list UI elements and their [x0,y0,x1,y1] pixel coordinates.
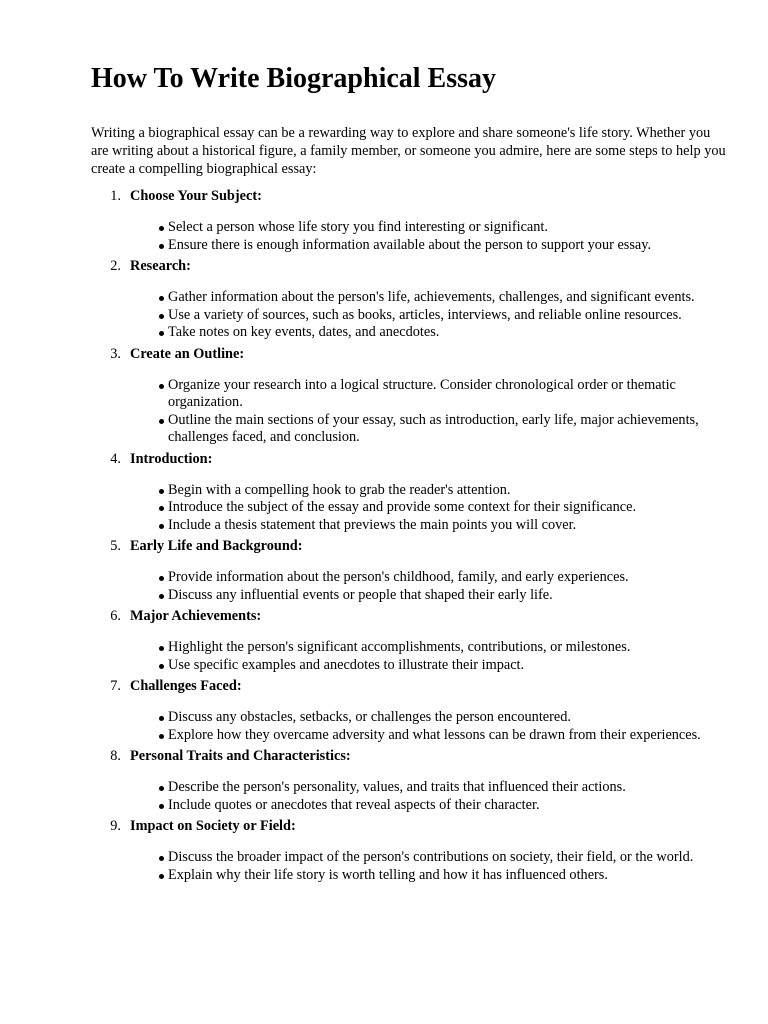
bullet-text: Describe the person's personality, values, and traits that influenced their actions. [168,779,626,795]
step-item [91,184,728,254]
bullet-text: Use specific examples and anecdotes to illustrate their impact. [168,656,525,673]
bullet-list [91,569,728,604]
bullet-dot-icon [159,489,164,494]
bullet-dot-icon [159,244,164,249]
bullet-list [91,849,728,884]
bullet-item [91,657,728,675]
bullet-list [91,482,728,535]
step-number: 6. [110,608,121,624]
step-item [91,744,728,814]
bullet-text: Begin with a compelling hook to grab the reader's attention. [168,481,511,498]
bullet-list [91,779,728,814]
bullet-item [91,412,728,447]
bullet-dot-icon [159,524,164,529]
bullet-list [91,289,728,342]
step-item [91,342,728,447]
bullet-item [91,867,728,885]
step-title: Early Life and Background: [130,538,303,554]
intro-paragraph: Writing a biographical essay can be a rewarding way to explore and share someone's life story. Whether you are writing about a historical figure, a family member, or someone you admire, here are some steps to help you create a compelling biographical essay: [91,125,726,177]
bullet-dot-icon [159,506,164,511]
bullet-list [91,709,728,744]
step-title: Impact on Society or Field: [130,818,296,834]
bullet-dot-icon [159,419,164,424]
bullet-text: Discuss the broader impact of the person's contributions on society, their field, or the world. [168,849,694,865]
bullet-dot-icon [159,384,164,389]
step-heading [91,342,728,363]
bullet-item [91,849,728,867]
step-number: 7. [110,678,121,694]
bullet-text: Discuss any obstacles, setbacks, or challenges the person encountered. [168,709,571,725]
step-heading [91,814,728,835]
bullet-dot-icon [159,314,164,319]
step-heading [91,534,728,555]
bullet-text: Explore how they overcame adversity and what lessons can be drawn from their experiences. [168,726,701,743]
step-heading [91,604,728,625]
bullet-item [91,517,728,535]
bullet-text: Outline the main sections of your essay, such as introduction, early life, major achievements, challenges faced, and conclusion. [168,411,699,445]
step-number: 3. [110,345,121,362]
steps-list [91,184,728,884]
step-title: Challenges Faced: [130,678,242,694]
bullet-text: Introduce the subject of the essay and provide some context for their significance. [168,499,637,515]
step-item [91,674,728,744]
bullet-text: Take notes on key events, dates, and anecdotes. [168,324,440,340]
bullet-dot-icon [159,664,164,669]
step-title: Major Achievements: [130,608,262,624]
bullet-text: Highlight the person's significant accomplishments, contributions, or milestones. [168,639,631,655]
bullet-text: Provide information about the person's childhood, family, and early experiences. [168,569,629,585]
bullet-item [91,639,728,657]
step-item [91,447,728,535]
bullet-dot-icon [159,716,164,721]
bullet-dot-icon [159,226,164,231]
step-item [91,534,728,604]
step-title: Research: [130,258,191,274]
bullet-text: Include a thesis statement that previews the main points you will cover. [168,516,577,533]
bullet-item [91,499,728,517]
bullet-item [91,482,728,500]
bullet-dot-icon [159,646,164,651]
bullet-item [91,569,728,587]
step-title: Personal Traits and Characteristics: [130,748,351,764]
step-item [91,604,728,674]
bullet-text: Gather information about the person's life, achievements, challenges, and significant events. [168,289,695,305]
bullet-text: Explain why their life story is worth telling and how it has influenced others. [168,866,608,883]
step-title: Introduction: [130,450,213,467]
step-number: 5. [110,538,121,554]
step-number: 2. [110,258,121,274]
step-number: 4. [110,450,121,467]
bullet-dot-icon [159,786,164,791]
bullet-text: Ensure there is enough information available about the person to support your essay. [168,236,652,253]
bullet-dot-icon [159,331,164,336]
bullet-item [91,587,728,605]
bullet-dot-icon [159,576,164,581]
bullet-dot-icon [159,804,164,809]
bullet-text: Discuss any influential events or people that shaped their early life. [168,586,553,603]
bullet-item [91,377,728,412]
bullet-dot-icon [159,874,164,879]
bullet-item [91,779,728,797]
bullet-text: Use a variety of sources, such as books, articles, interviews, and reliable online resources. [168,306,682,323]
bullet-item [91,709,728,727]
page-title: How To Write Biographical Essay [91,63,497,94]
bullet-item [91,237,728,255]
bullet-text: Include quotes or anecdotes that reveal aspects of their character. [168,796,540,813]
bullet-list [91,219,728,254]
step-number: 8. [110,748,121,764]
bullet-item [91,307,728,325]
bullet-dot-icon [159,594,164,599]
bullet-item [91,289,728,307]
step-item [91,814,728,884]
step-number: 9. [110,818,121,834]
bullet-item [91,324,728,342]
step-heading [91,254,728,275]
step-heading [91,674,728,695]
step-heading [91,184,728,205]
step-heading [91,447,728,468]
bullet-text: Organize your research into a logical structure. Consider chronological order or thematic organization. [168,376,676,410]
bullet-list [91,377,728,447]
step-number: 1. [110,188,121,204]
bullet-item [91,219,728,237]
step-title: Create an Outline: [130,345,245,362]
step-title: Choose Your Subject: [130,188,262,204]
step-item [91,254,728,342]
step-heading [91,744,728,765]
bullet-dot-icon [159,734,164,739]
bullet-dot-icon [159,856,164,861]
bullet-dot-icon [159,296,164,301]
bullet-item [91,797,728,815]
bullet-item [91,727,728,745]
bullet-text: Select a person whose life story you find interesting or significant. [168,219,548,235]
bullet-list [91,639,728,674]
